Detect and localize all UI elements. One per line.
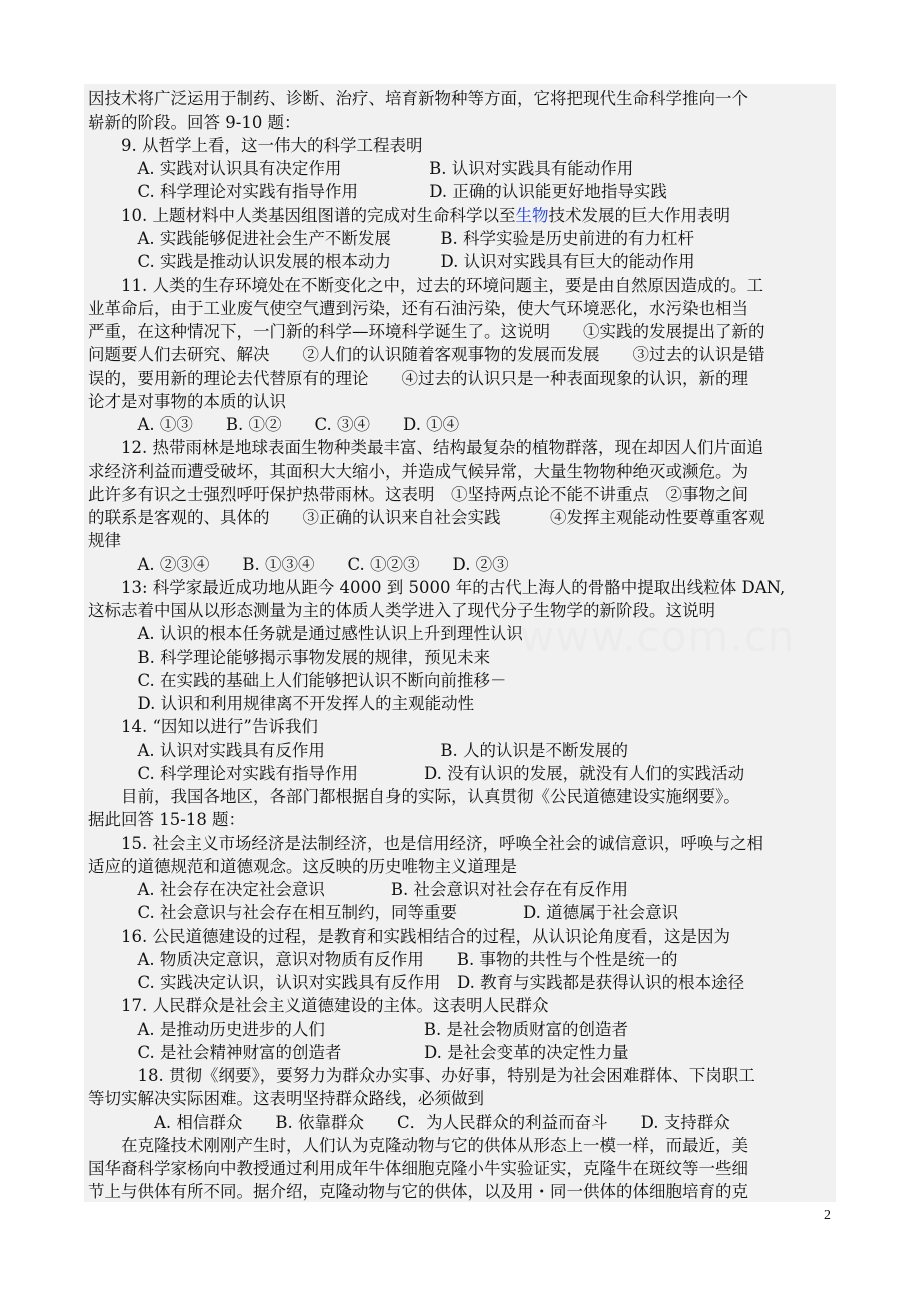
text-line: 节上与供体有所不同。据介绍，克隆动物与它的供体，以及用・同一供体的体细胞培育的克 [88, 1182, 748, 1201]
option-c: C. 在实践的基础上人们能够把认识不断向前推移－ [88, 671, 507, 690]
question-14: 14. “因知以进行”告诉我们 [88, 717, 318, 736]
text-line: 的联系是客观的、具体的 ③正确的认识来自社会实践 ④发挥主观能动性要尊重客观 [88, 508, 765, 527]
text-line: 严重，在这种情况下，一门新的科学—环境科学诞生了。这说明 ①实践的发展提出了新的 [88, 322, 765, 341]
options-line: A. 认识对实践具有反作用 B. 人的认识是不断发展的 [88, 741, 629, 760]
question-17: 17. 人民群众是社会主义道德建设的主体。这表明人民群众 [88, 996, 549, 1015]
text-line: 崭新的阶段。回答 9-10 题： [88, 113, 301, 132]
text-line: 在克隆技术刚刚产生时，人们认为克隆动物与它的供体从形态上一模一样，而最近，美 [88, 1136, 748, 1155]
option-a: A. 认识的根本任务就是通过感性认识上升到理性认识 [88, 624, 523, 643]
options-line: A. 是推动历史进步的人们 B. 是社会物质财富的创造者 [88, 1020, 629, 1039]
question-12: 12. 热带雨林是地球表面生物种类最丰富、结构最复杂的植物群落，现在却因人们片面追 [88, 438, 763, 457]
text-line: 这标志着中国从以形态测量为主的体质人类学进入了现代分子生物学的新阶段。这说明 [88, 601, 715, 620]
text-line: 此许多有识之士强烈呼吁保护热带雨林。这表明 ①坚持两点论不能不讲重点 ②事物之间 [88, 485, 748, 504]
options-line: A. ②③④ B. ①③④ C. ①②③ D. ②③ [88, 555, 509, 574]
page-number: 2 [824, 1208, 831, 1223]
question-15: 15. 社会主义市场经济是法制经济，也是信用经济，呼唤全社会的诚信意识，呼唤与之相 [88, 834, 763, 853]
link-biology[interactable]: 生物 [515, 206, 549, 225]
text-line: 国华裔科学家杨向中教授通过利用成年牛体细胞克隆小牛实验证实，克隆牛在斑纹等一些细 [88, 1159, 748, 1178]
options-line: A. 实践能够促进社会生产不断发展 B. 科学实验是历史前进的有力杠杆 [88, 229, 695, 248]
option-b: B. 科学理论能够揭示事物发展的规律，预见未来 [88, 648, 491, 667]
text-line: 问题要人们去研究、解决 ②人们的认识随着客观事物的发展而发展 ③过去的认识是错 [88, 345, 765, 364]
question-10-tail: 技术发展的巨大作用表明 [548, 206, 730, 225]
question-11: 11. 人类的生存环境处在不断变化之中，过去的环境问题主，要是由自然原因造成的。工 [88, 276, 763, 295]
text-line: 适应的道德规范和道德观念。这反映的历史唯物主义道理是 [88, 857, 517, 876]
option-d: D. 认识和利用规律离不开发挥人的主观能动性 [88, 694, 475, 713]
question-10-text: 10. 上题材料中人类基因组图谱的完成对生命科学以至 [88, 206, 516, 225]
question-16: 16. 公民道德建设的过程，是教育和实践相结合的过程，从认识论角度看，这是因为 [88, 927, 730, 946]
watermark: www.com.cn [520, 612, 796, 661]
text-line: 论才是对事物的本质的认识 [88, 392, 286, 411]
text-line: 规律 [88, 531, 121, 550]
text-line: 据此回答 15-18 题： [88, 810, 246, 829]
text-line: 目前，我国各地区，各部门都根据自身的实际，认真贯彻《公民道德建设实施纲要》。 [88, 787, 740, 806]
options-line: C. 是社会精神财富的创造者 D. 是社会变革的决定性力量 [88, 1043, 629, 1062]
options-line: C. 科学理论对实践有指导作用 D. 没有认识的发展，就没有人们的实践活动 [88, 764, 745, 783]
options-line: A. 实践对认识具有决定作用 B. 认识对实践具有能动作用 [88, 159, 634, 178]
question-10 [88, 205, 730, 227]
options-line: A. 社会存在决定社会意识 B. 社会意识对社会存在有反作用 [88, 880, 629, 899]
options-line: C. 社会意识与社会存在相互制约，同等重要 D. 道德属于社会意识 [88, 903, 679, 922]
question-18: 18. 贯彻《纲要》，要努力为群众办实事、办好事，特别是为社会困难群体、下岗职工 [88, 1066, 755, 1085]
question-13: 13: 科学家最近成功地从距今 4000 到 5000 年的古代上海人的骨骼中提取出线粒体 DAN, [88, 578, 786, 597]
text-line: 业革命后，由于工业废气使空气遭到污染，还有石油污染，使大气环境恶化，水污染也相当 [88, 299, 748, 318]
text-line: 因技术将广泛运用于制药、诊断、治疗、培育新物种等方面，它将把现代生命科学推向一个 [88, 89, 748, 108]
options-line: A. ①③ B. ①② C. ③④ D. ①④ [88, 415, 460, 434]
options-line: C. 科学理论对实践有指导作用 D. 正确的认识能更好地指导实践 [88, 182, 667, 201]
options-line: A. 相信群众 B. 依靠群众 C．为人民群众的利益而奋斗 D. 支持群众 [88, 1113, 730, 1132]
options-line: A. 物质决定意识，意识对物质有反作用 B. 事物的共性与个性是统一的 [88, 950, 678, 969]
options-line: C. 实践是推动认识发展的根本动力 D. 认识对实践具有巨大的能动作用 [88, 252, 695, 271]
text-line: 求经济利益而遭受破坏，其面积大大缩小，并造成气候异常，大量生物物种绝灭或濒危。为 [88, 462, 748, 481]
options-line: C. 实践决定认识，认识对实践具有反作用 D. 教育与实践都是获得认识的根本途径 [88, 973, 745, 992]
text-line: 误的，要用新的理论去代替原有的理论 ④过去的认识只是一种表面现象的认识，新的理 [88, 369, 748, 388]
text-line: 等切实解决实际困难。这表明坚持群众路线，必须做到 [88, 1089, 484, 1108]
question-9: 9. 从哲学上看，这一伟大的科学工程表明 [88, 136, 423, 155]
